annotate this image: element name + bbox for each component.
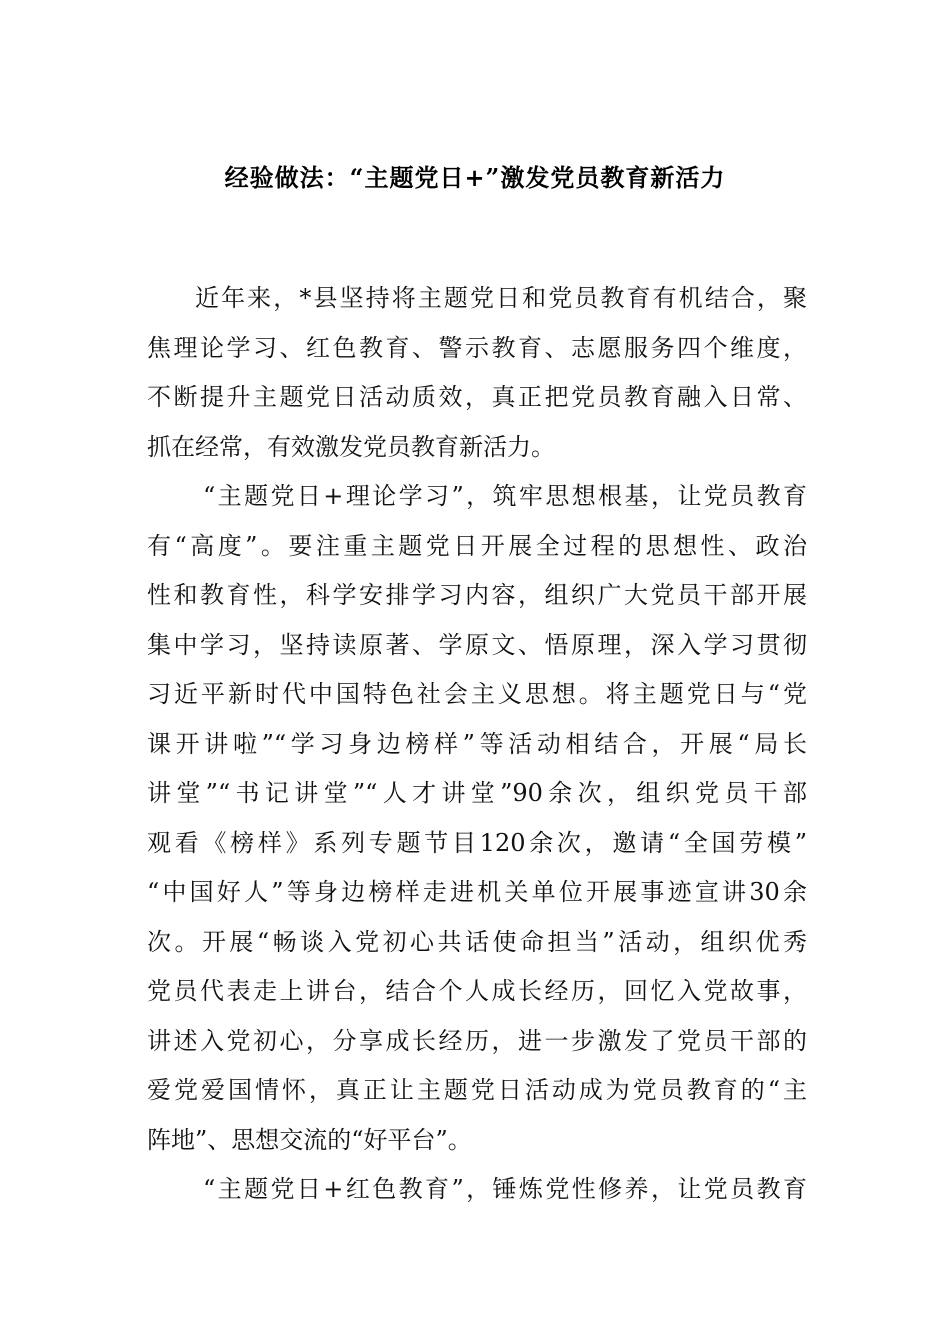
paragraph-2-line-11: 党员代表走上讲台，结合个人成长经历，回忆入党故事， bbox=[147, 977, 807, 1005]
paragraph-2-line-8: 观看《榜样》系列专题节目120余次，邀请“全国劳模” bbox=[147, 828, 807, 857]
paragraph-2-line-2: 有“高度”。要注重主题党日开展全过程的思想性、政治 bbox=[147, 531, 807, 560]
paragraph-1-line-2: 焦理论学习、红色教育、警示教育、志愿服务四个维度， bbox=[147, 333, 807, 362]
paragraph-2-line-12: 讲述入党初心，分享成长经历，进一步激发了党员干部的 bbox=[147, 1026, 807, 1055]
paragraph-2-line-4: 集中学习，坚持读原著、学原文、悟原理，深入学习贯彻 bbox=[147, 630, 807, 659]
paragraph-1-line-1: 近年来，*县坚持将主题党日和党员教育有机结合，聚 bbox=[195, 284, 807, 312]
paragraph-2-line-10: 次。开展“畅谈入党初心共话使命担当”活动，组织优秀 bbox=[147, 927, 807, 956]
paragraph-2-line-6: 课开讲啦”“学习身边榜样”等活动相结合，开展“局长 bbox=[147, 729, 807, 758]
paragraph-2-line-5: 习近平新时代中国特色社会主义思想。将主题党日与“党 bbox=[147, 680, 807, 708]
paragraph-2-line-3: 性和教育性，科学安排学习内容，组织广大党员干部开展 bbox=[147, 581, 807, 609]
paragraph-2-line-7: 讲堂”“书记讲堂”“人才讲堂”90余次，组织党员干部 bbox=[147, 779, 807, 807]
paragraph-2-line-9: “中国好人”等身边榜样走进机关单位开展事迹宣讲30余 bbox=[147, 878, 807, 906]
paragraph-1-line-3: 不断提升主题党日活动质效，真正把党员教育融入日常、 bbox=[147, 383, 807, 411]
paragraph-2-line-1: “主题党日+理论学习”，筑牢思想根基，让党员教育 bbox=[203, 482, 807, 510]
paragraph-2-line-14: 阵地”、思想交流的“好平台”。 bbox=[147, 1125, 472, 1154]
document-body bbox=[147, 274, 807, 1215]
paragraph-1-line-4: 抓在经常，有效激发党员教育新活力。 bbox=[147, 432, 555, 461]
paragraph-2-line-13: 爱党爱国情怀，真正让主题党日活动成为党员教育的“主 bbox=[147, 1076, 807, 1104]
document-title: 经验做法：“主题党日+”激发党员教育新活力 bbox=[224, 163, 726, 192]
paragraph-3-line-1: “主题党日+红色教育”，锤炼党性修养，让党员教育 bbox=[203, 1175, 807, 1203]
